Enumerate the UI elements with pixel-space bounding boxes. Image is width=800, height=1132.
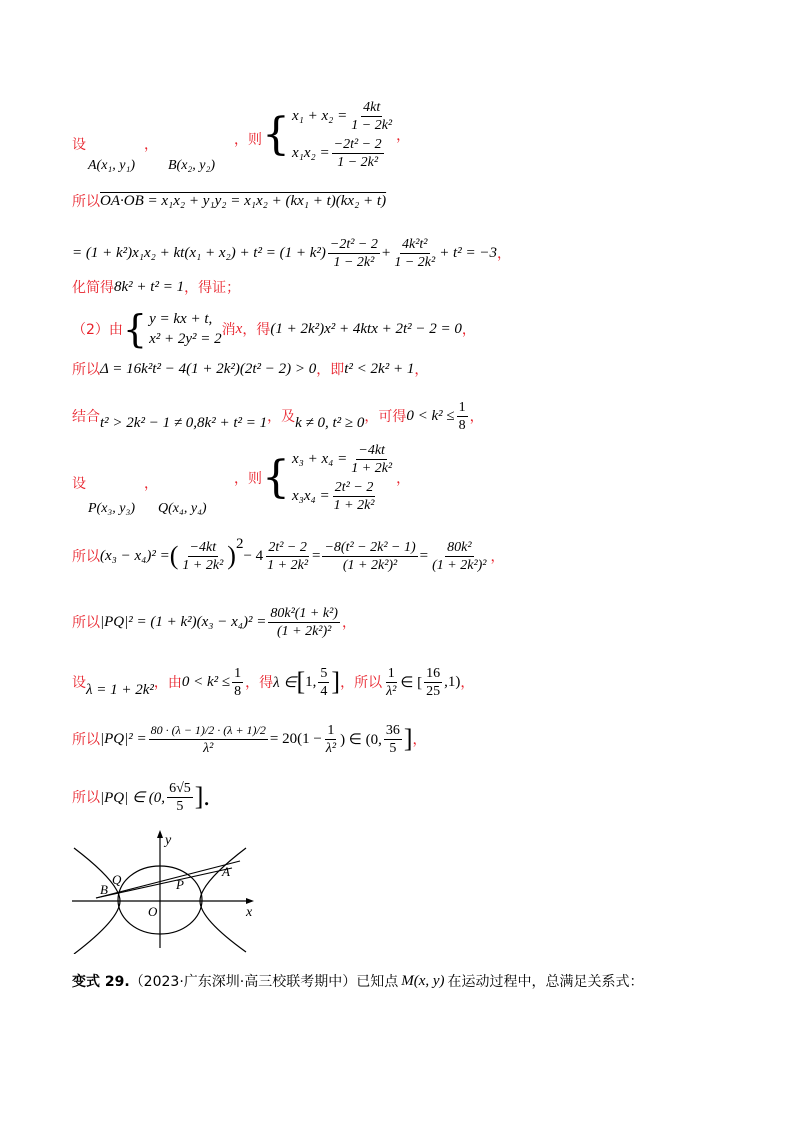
fraction: $\frac{16}{25}$ [426,665,441,699]
fraction: $\frac{\text{−8(t² − 2k² − 1)}}{\text{(1 + 2k²)²}}$ [324,539,416,573]
line-9: 所以 (x₃ − x₄)² = ( $\frac{-4kt}{\text{1 + 2k²}}$ ) 2 − 4 $\frac{\text{2t² − 2}}{\text{1 + 2k²}}$ = $\frac{\text{−8(t² − 2k² − 1)}}{\text{(1 + 2k²)²}}$ = $\frac{\text{80k²}}{\text{(1 + 2k²)²}}$ ， [72,536,505,573]
fraction: $\frac{\text{−2t² − 2}}{\text{1 − 2k²}}$ [333,137,382,170]
line-2: 所以 OA·OB = x₁x₂ + y₁y₂ = x₁x₂ + (kx₁ + t)(kx₂ + t) [72,192,387,210]
vieta-system-1: x₁ + x₂ = $\frac{4kt}{\text{1 − 2k²}}$ x₁x₂ = $\frac{\text{−2t² − 2}}{\text{1 − 2k²}}$ [292,100,393,170]
fraction: $\frac{-4kt}{\text{1 + 2k²}}$ [182,539,224,573]
fraction: $\frac{4kt}{\text{1 − 2k²}}$ [351,100,393,133]
fraction: $\frac{5}{4}$ [320,665,328,699]
fraction: $\frac{80 \cdot (\lambda - 1)/2 \cdot (\lambda + 1)/2}{\text{λ²}}$ [150,722,266,756]
x-axis-label: x [246,905,253,920]
variant-29-line: 变式 29. （2023·广东深圳·高三校联考期中）已知点 M(x, y) 在运动过程中，总满足关系式： [72,972,644,990]
fraction: $\frac{\text{2t² − 2}}{\text{1 + 2k²}}$ [267,539,309,573]
fraction: $\frac{\text{4k²t²}}{\text{1 − 2k²}}$ [394,236,436,270]
fraction: $\frac{-4kt}{\text{1 + 2k²}}$ [351,443,393,476]
line-3: = (1 + k²)x₁x₂ + kt(x₁ + x₂) + t² = (1 + k²) $\frac{\text{−2t² − 2}}{\text{1 − 2k²}}$ + $\frac{\text{4k²t²}}{\text{1 − 2k²}}$ + t² = −3 ， [72,236,511,270]
point-A-label: A [222,864,230,879]
point-B: B(x₂, y₂) [168,158,216,173]
point-Q: Q(x₄, y₄) [158,501,207,516]
fraction: $\frac{1}{8}$ [458,399,466,433]
point-M: M(x, y) [401,972,445,989]
origin-label: O [148,904,158,919]
system-brace: { [262,109,290,160]
line-4: 化简得 8k² + t² = 1 ，得证； [72,278,241,296]
y-axis-label: y [165,833,172,848]
line-1: 设 ， A(x₁, y₁) B(x₂, y₂) ，则 { x₁ + x₂ = $\frac{4kt}{\text{1 − 2k²}}$ x₁x₂ = $\frac{\text{−2t² − 2}}{\text{1 − 2k²}}$ ， [72,100,411,173]
variant-source: （2023·广东深圳·高三校联考期中）已知点 [129,974,399,990]
line-5: （2）由 { y = kx + t, x² + 2y² = 2 消 x ，得 (1 + 2k²)x² + 4ktx + 2t² − 2 = 0 ， [72,307,476,351]
she-label: 设 [72,137,86,153]
point-A: A(x₁, y₁) [88,158,136,173]
line-12: 所以 |PQ|² = $\frac{80 \cdot (\lambda - 1)/2 \cdot (\lambda + 1)/2}{\text{λ²}}$ = 20(1 − $\frac{1}{\text{λ²}}$ ) ∈ (0, $\frac{36}{5}$ ] ， [72,722,427,756]
fraction: $\frac{36}{5}$ [385,722,400,756]
point-P-label: P [176,877,184,892]
fraction: $\frac{1}{8}$ [234,665,242,699]
line-13: 所以 |PQ| ∈ (0, $\frac{6√5}{5}$ ]. [72,780,210,814]
fraction: $\frac{\text{80k²}}{\text{(1 + 2k²)²}}$ [432,539,487,573]
fraction: $\frac{1}{\text{λ²}}$ [325,722,337,756]
fraction: $\frac{\text{2t² − 2}}{\text{1 + 2k²}}$ [333,480,375,513]
line-7: 结合 t² > 2k² − 1 ≠ 0,8k² + t² = 1 ，及 k ≠ 0, t² ≥ 0 ，可得 0 < k² ≤ $\frac{1}{8}$ ， [72,399,484,433]
line-10: 所以 |PQ|² = (1 + k²)(x₃ − x₄)² = $\frac{\text{80k²(1 + k²)}}{\text{(1 + 2k²)²}}$ ， [72,605,356,639]
variant-title: 变式 29. [72,974,130,990]
fraction: $\frac{\text{80k²(1 + k²)}}{\text{(1 + 2k²)²}}$ [270,605,338,639]
line-8: 设 ， P(x₃, y₃) Q(x₄, y₄) ，则 { x₃ + x₄ = $\frac{-4kt}{\text{1 + 2k²}}$ x₃x₄ = $\frac{\text{2t² − 2}}{\text{1 + 2k²}}$ ， [72,443,411,516]
point-P: P(x₃, y₃) [88,501,136,516]
line-6: 所以 Δ = 16k²t² − 4(1 + 2k²)(2t² − 2) > 0 ，即 t² < 2k² + 1 ， [72,360,429,378]
line-11: 设 λ = 1 + 2k² ，由 0 < k² ≤ $\frac{1}{8}$ ，得 λ ∈ [ 1, $\frac{5}{4}$ ] ，所以 $\frac{1}{\text{λ²}}$ ∈ [ $\frac{16}{25}$ ,1) ， [72,665,475,699]
fraction: $\frac{1}{\text{λ²}}$ [386,665,397,699]
vieta-system-2: x₃ + x₄ = $\frac{-4kt}{\text{1 + 2k²}}$ x₃x₄ = $\frac{\text{2t² − 2}}{\text{1 + 2k²}}$ [292,443,393,513]
hyperbola-ellipse-figure [72,828,262,954]
point-Q-label: Q [112,872,122,887]
fraction: $\frac{\text{−2t² − 2}}{\text{1 − 2k²}}$ [329,236,378,270]
point-B-label: B [100,882,108,897]
fraction: $\frac{6√5}{5}$ [169,780,191,814]
dot-product-expr: OA·OB = x₁x₂ + y₁y₂ = x₁x₂ + (kx₁ + t)(kx₂ + t) [100,192,387,209]
